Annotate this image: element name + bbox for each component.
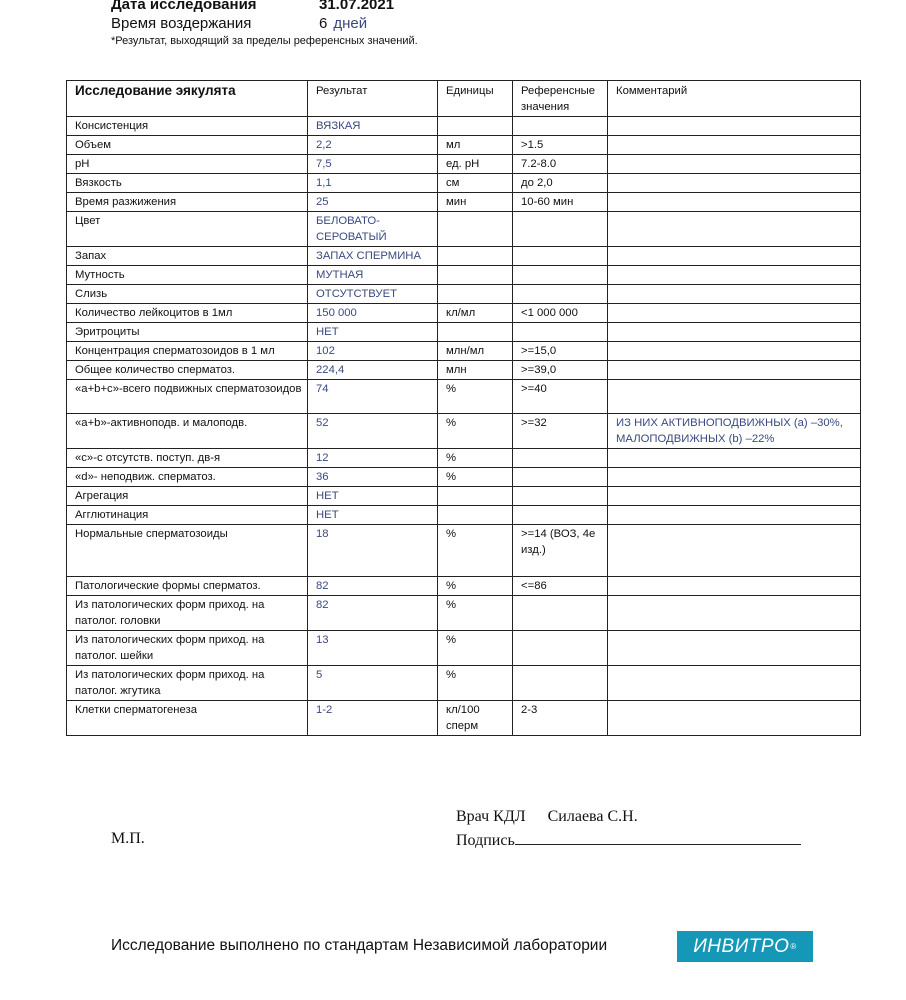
result-cell: 36 — [308, 468, 438, 487]
registered-mark: ® — [790, 942, 797, 951]
unit-cell: мин — [438, 193, 513, 212]
result-cell: МУТНАЯ — [308, 266, 438, 285]
result-cell: ОТСУТСТВУЕТ — [308, 285, 438, 304]
result-cell: 1,1 — [308, 174, 438, 193]
table-row — [67, 525, 861, 577]
study-date-label: Дата исследования — [111, 0, 257, 13]
unit-cell — [438, 323, 513, 342]
comment-cell — [608, 212, 861, 247]
comment-cell — [608, 596, 861, 631]
column-header: Результат — [308, 81, 438, 117]
reference-cell — [513, 117, 608, 136]
results-body — [67, 117, 861, 736]
parameter-cell: Патологические формы сперматоз. — [67, 577, 308, 596]
comment-cell — [608, 266, 861, 285]
parameter-cell: Из патологических форм приход. на патолог. жгутика — [67, 666, 308, 701]
parameter-cell: «d»- неподвиж. сперматоз. — [67, 468, 308, 487]
unit-cell — [438, 212, 513, 247]
comment-cell — [608, 449, 861, 468]
parameter-cell: Концентрация сперматозоидов в 1 мл — [67, 342, 308, 361]
reference-cell: <=86 — [513, 577, 608, 596]
doctor-label: Врач КДЛ — [456, 808, 526, 825]
reference-cell — [513, 323, 608, 342]
doctor-name: Силаева С.Н. — [547, 808, 638, 825]
reference-cell: 7.2-8.0 — [513, 155, 608, 174]
reference-cell — [513, 285, 608, 304]
parameter-cell: Агрегация — [67, 487, 308, 506]
unit-cell: кл/100 сперм — [438, 701, 513, 736]
parameter-cell: Из патологических форм приход. на патолог. шейки — [67, 631, 308, 666]
doctor-signature-line — [456, 808, 638, 826]
result-cell: 82 — [308, 577, 438, 596]
parameter-cell: «a+b»-активноподв. и малоподв. — [67, 414, 308, 449]
reference-footnote: *Результат, выходящий за пределы референсных значений. — [111, 35, 418, 47]
unit-cell — [438, 285, 513, 304]
unit-cell: % — [438, 666, 513, 701]
reference-cell: >=14 (ВОЗ, 4е изд.) — [513, 525, 608, 577]
unit-cell: % — [438, 380, 513, 414]
comment-cell — [608, 323, 861, 342]
reference-cell — [513, 266, 608, 285]
table-row — [67, 666, 861, 701]
reference-cell: 10-60 мин — [513, 193, 608, 212]
unit-cell: % — [438, 525, 513, 577]
reference-cell — [513, 247, 608, 266]
table-row — [67, 414, 861, 449]
comment-cell — [608, 136, 861, 155]
result-cell: ЗАПАХ СПЕРМИНА — [308, 247, 438, 266]
parameter-cell: «a+b+c»-всего подвижных сперматозоидов — [67, 380, 308, 414]
table-row — [67, 506, 861, 525]
unit-cell: % — [438, 631, 513, 666]
study-date-row — [111, 0, 394, 13]
table-row — [67, 304, 861, 323]
reference-cell — [513, 212, 608, 247]
table-row — [67, 174, 861, 193]
result-cell: БЕЛОВАТО-СЕРОВАТЫЙ — [308, 212, 438, 247]
result-cell: 82 — [308, 596, 438, 631]
unit-cell: ед. pH — [438, 155, 513, 174]
study-date-value: 31.07.2021 — [319, 0, 395, 13]
parameter-cell: Количество лейкоцитов в 1мл — [67, 304, 308, 323]
unit-cell: % — [438, 577, 513, 596]
table-row — [67, 449, 861, 468]
result-cell: 18 — [308, 525, 438, 577]
stamp-placeholder: М.П. — [111, 830, 145, 847]
parameter-cell: Вязкость — [67, 174, 308, 193]
reference-cell: до 2,0 — [513, 174, 608, 193]
reference-cell: <1 000 000 — [513, 304, 608, 323]
table-row — [67, 155, 861, 174]
abstinence-row — [111, 15, 367, 32]
comment-cell — [608, 155, 861, 174]
comment-cell — [608, 380, 861, 414]
table-row — [67, 136, 861, 155]
invitro-logo — [677, 931, 813, 962]
comment-cell — [608, 174, 861, 193]
result-cell: 13 — [308, 631, 438, 666]
abstinence-label: Время воздержания — [111, 15, 252, 32]
result-cell: 12 — [308, 449, 438, 468]
comment-cell — [608, 666, 861, 701]
parameter-cell: Мутность — [67, 266, 308, 285]
comment-cell — [608, 361, 861, 380]
table-row — [67, 342, 861, 361]
unit-cell: % — [438, 449, 513, 468]
comment-cell — [608, 304, 861, 323]
table-header-row — [67, 81, 861, 117]
lab-standard-note: Исследование выполнено по стандартам Независимой лаборатории — [111, 937, 608, 954]
comment-cell: ИЗ НИХ АКТИВНОПОДВИЖНЫХ (а) –30%, МАЛОПОДВИЖНЫХ (b) –22% — [608, 414, 861, 449]
abstinence-unit: дней — [333, 15, 368, 32]
table-row — [67, 487, 861, 506]
parameter-cell: Агглютинация — [67, 506, 308, 525]
table-row — [67, 247, 861, 266]
table-row — [67, 577, 861, 596]
parameter-cell: Запах — [67, 247, 308, 266]
parameter-cell: Нормальные сперматозоиды — [67, 525, 308, 577]
parameter-cell: Слизь — [67, 285, 308, 304]
unit-cell — [438, 487, 513, 506]
result-cell: 52 — [308, 414, 438, 449]
comment-cell — [608, 193, 861, 212]
comment-cell — [608, 506, 861, 525]
unit-cell: млн — [438, 361, 513, 380]
unit-cell: % — [438, 414, 513, 449]
reference-cell: >=15,0 — [513, 342, 608, 361]
column-header: Исследование эякулята — [67, 81, 308, 117]
parameter-cell: Эритроциты — [67, 323, 308, 342]
unit-cell — [438, 117, 513, 136]
parameter-cell: Клетки сперматогенеза — [67, 701, 308, 736]
parameter-cell: Объем — [67, 136, 308, 155]
reference-cell: >=40 — [513, 380, 608, 414]
signature-line — [456, 830, 801, 850]
signature-label: Подпись — [456, 832, 515, 849]
table-row — [67, 380, 861, 414]
signature-blank — [515, 830, 801, 845]
comment-cell — [608, 117, 861, 136]
result-cell: 25 — [308, 193, 438, 212]
table-row — [67, 266, 861, 285]
table-row — [67, 212, 861, 247]
unit-cell — [438, 506, 513, 525]
parameter-cell: Время разжижения — [67, 193, 308, 212]
table-row — [67, 631, 861, 666]
unit-cell: мл — [438, 136, 513, 155]
logo-text: ИНВИТРО — [693, 935, 790, 957]
result-cell: 1-2 — [308, 701, 438, 736]
reference-cell — [513, 468, 608, 487]
result-cell: 224,4 — [308, 361, 438, 380]
comment-cell — [608, 247, 861, 266]
unit-cell: % — [438, 596, 513, 631]
comment-cell — [608, 285, 861, 304]
column-header: Референсные значения — [513, 81, 608, 117]
comment-cell — [608, 577, 861, 596]
table-row — [67, 596, 861, 631]
table-row — [67, 701, 861, 736]
result-cell: НЕТ — [308, 506, 438, 525]
table-row — [67, 468, 861, 487]
table-row — [67, 285, 861, 304]
unit-cell: кл/мл — [438, 304, 513, 323]
parameter-cell: Общее количество сперматоз. — [67, 361, 308, 380]
comment-cell — [608, 701, 861, 736]
reference-cell: >=39,0 — [513, 361, 608, 380]
table-row — [67, 361, 861, 380]
comment-cell — [608, 631, 861, 666]
parameter-cell: Консистенция — [67, 117, 308, 136]
table-row — [67, 323, 861, 342]
reference-cell — [513, 487, 608, 506]
reference-cell — [513, 631, 608, 666]
unit-cell: млн/мл — [438, 342, 513, 361]
reference-cell — [513, 449, 608, 468]
comment-cell — [608, 342, 861, 361]
results-table — [66, 80, 861, 736]
reference-cell — [513, 596, 608, 631]
result-cell: ВЯЗКАЯ — [308, 117, 438, 136]
reference-cell: >1.5 — [513, 136, 608, 155]
comment-cell — [608, 487, 861, 506]
result-cell: 74 — [308, 380, 438, 414]
reference-cell — [513, 666, 608, 701]
unit-cell — [438, 247, 513, 266]
result-cell: 150 000 — [308, 304, 438, 323]
result-cell: 7,5 — [308, 155, 438, 174]
column-header: Комментарий — [608, 81, 861, 117]
table-row — [67, 117, 861, 136]
result-cell: 5 — [308, 666, 438, 701]
unit-cell: % — [438, 468, 513, 487]
reference-cell: >=32 — [513, 414, 608, 449]
result-cell: НЕТ — [308, 487, 438, 506]
table-row — [67, 193, 861, 212]
result-cell: 2,2 — [308, 136, 438, 155]
unit-cell: см — [438, 174, 513, 193]
unit-cell — [438, 266, 513, 285]
parameter-cell: Из патологических форм приход. на патолог. головки — [67, 596, 308, 631]
parameter-cell: Цвет — [67, 212, 308, 247]
comment-cell — [608, 525, 861, 577]
parameter-cell: pH — [67, 155, 308, 174]
abstinence-value: 6 — [319, 15, 328, 32]
parameter-cell: «c»-с отсутств. поступ. дв-я — [67, 449, 308, 468]
result-cell: 102 — [308, 342, 438, 361]
reference-cell: 2-3 — [513, 701, 608, 736]
reference-cell — [513, 506, 608, 525]
comment-cell — [608, 468, 861, 487]
column-header: Единицы — [438, 81, 513, 117]
result-cell: НЕТ — [308, 323, 438, 342]
